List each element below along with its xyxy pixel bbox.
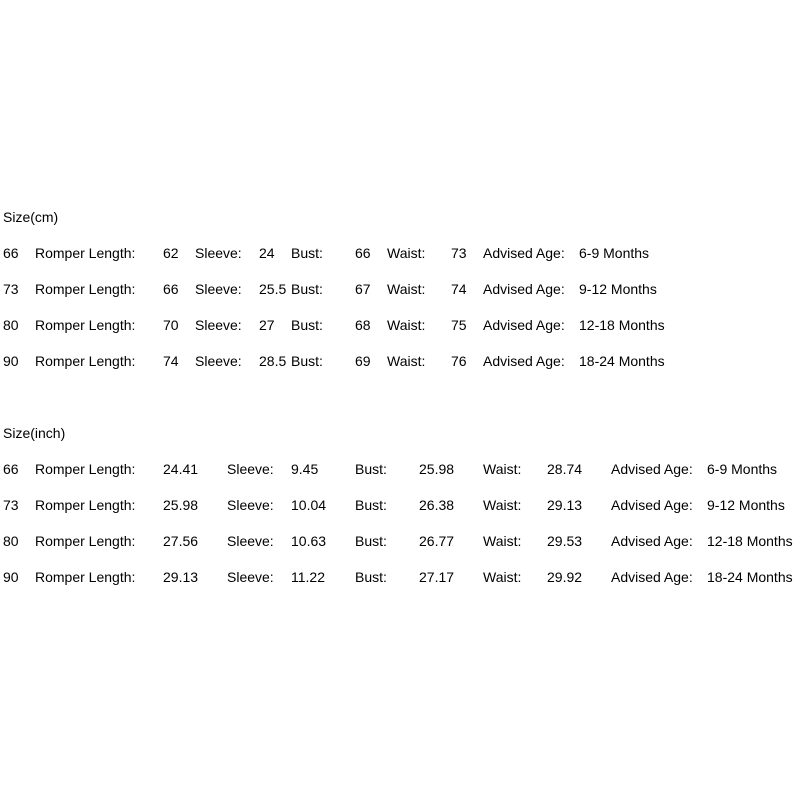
size-row [3, 460, 778, 478]
sleeve-value: 9.45 [291, 461, 319, 477]
advised-age-label: Advised Age: [483, 353, 565, 369]
size-row [3, 496, 785, 514]
bust-value: 26.77 [419, 533, 455, 549]
romper-length-label: Romper Length: [35, 353, 136, 369]
size-row [3, 244, 650, 262]
waist-value: 28.74 [547, 461, 583, 477]
advised-age-label: Advised Age: [611, 461, 693, 477]
romper-length-value: 29.13 [163, 569, 199, 585]
section-heading-cm: Size(cm) [3, 209, 59, 225]
waist-value: 74 [451, 281, 467, 297]
bust-value: 66 [355, 245, 371, 261]
sleeve-value: 25.5 [259, 281, 287, 297]
romper-length-value: 70 [163, 317, 179, 333]
size-value: 66 [3, 245, 19, 261]
size-value: 80 [3, 533, 19, 549]
size-value: 90 [3, 353, 19, 369]
waist-label: Waist: [387, 317, 426, 333]
waist-label: Waist: [483, 569, 522, 585]
romper-length-value: 62 [163, 245, 179, 261]
sleeve-label: Sleeve: [227, 533, 274, 549]
waist-label: Waist: [483, 533, 522, 549]
advised-age-value: 6-9 Months [579, 245, 650, 261]
romper-length-label: Romper Length: [35, 461, 136, 477]
waist-value: 76 [451, 353, 467, 369]
bust-label: Bust: [355, 569, 387, 585]
bust-value: 69 [355, 353, 371, 369]
advised-age-label: Advised Age: [483, 245, 565, 261]
bust-value: 67 [355, 281, 371, 297]
sleeve-value: 11.22 [291, 569, 325, 585]
size-row [3, 316, 665, 334]
advised-age-value: 9-12 Months [579, 281, 657, 297]
advised-age-value: 12-18 Months [707, 533, 793, 549]
sleeve-value: 24 [259, 245, 275, 261]
size-row [3, 568, 793, 586]
advised-age-label: Advised Age: [483, 281, 565, 297]
bust-value: 26.38 [419, 497, 455, 513]
waist-label: Waist: [483, 461, 522, 477]
bust-value: 27.17 [419, 569, 455, 585]
bust-value: 25.98 [419, 461, 455, 477]
bust-label: Bust: [291, 281, 323, 297]
advised-age-label: Advised Age: [483, 317, 565, 333]
advised-age-value: 6-9 Months [707, 461, 778, 477]
waist-label: Waist: [387, 245, 426, 261]
romper-length-label: Romper Length: [35, 317, 136, 333]
sleeve-value: 27 [259, 317, 275, 333]
waist-value: 73 [451, 245, 467, 261]
bust-value: 68 [355, 317, 371, 333]
bust-label: Bust: [355, 461, 387, 477]
size-chart-cm [3, 208, 665, 370]
waist-value: 29.92 [547, 569, 583, 585]
advised-age-value: 18-24 Months [579, 353, 665, 369]
bust-label: Bust: [291, 353, 323, 369]
advised-age-label: Advised Age: [611, 497, 693, 513]
size-value: 73 [3, 281, 19, 297]
sleeve-value: 10.63 [291, 533, 327, 549]
bust-label: Bust: [291, 245, 323, 261]
sleeve-value: 28.5 [259, 353, 287, 369]
waist-label: Waist: [387, 353, 426, 369]
sleeve-label: Sleeve: [227, 497, 274, 513]
romper-length-value: 66 [163, 281, 179, 297]
size-rows-inch [3, 460, 793, 586]
sleeve-label: Sleeve: [195, 353, 242, 369]
waist-label: Waist: [387, 281, 426, 297]
bust-label: Bust: [355, 533, 387, 549]
sleeve-label: Sleeve: [227, 461, 274, 477]
size-value: 90 [3, 569, 19, 585]
romper-length-value: 74 [163, 353, 179, 369]
bust-label: Bust: [355, 497, 387, 513]
waist-label: Waist: [483, 497, 522, 513]
size-row [3, 280, 657, 298]
romper-length-label: Romper Length: [35, 281, 136, 297]
sleeve-label: Sleeve: [195, 317, 242, 333]
sleeve-label: Sleeve: [195, 245, 242, 261]
advised-age-value: 18-24 Months [707, 569, 793, 585]
advised-age-value: 12-18 Months [579, 317, 665, 333]
size-row [3, 352, 665, 370]
romper-length-label: Romper Length: [35, 533, 136, 549]
advised-age-value: 9-12 Months [707, 497, 785, 513]
size-value: 66 [3, 461, 19, 477]
advised-age-label: Advised Age: [611, 569, 693, 585]
bust-label: Bust: [291, 317, 323, 333]
romper-length-value: 25.98 [163, 497, 199, 513]
romper-length-value: 27.56 [163, 533, 199, 549]
size-value: 80 [3, 317, 19, 333]
size-chart-inch [3, 424, 793, 586]
romper-length-label: Romper Length: [35, 569, 136, 585]
sleeve-label: Sleeve: [195, 281, 242, 297]
romper-length-label: Romper Length: [35, 497, 136, 513]
section-heading-inch: Size(inch) [3, 425, 66, 441]
sleeve-label: Sleeve: [227, 569, 274, 585]
size-value: 73 [3, 497, 19, 513]
romper-length-label: Romper Length: [35, 245, 136, 261]
romper-length-value: 24.41 [163, 461, 199, 477]
sleeve-value: 10.04 [291, 497, 327, 513]
waist-value: 29.53 [547, 533, 583, 549]
waist-value: 29.13 [547, 497, 583, 513]
size-row [3, 532, 793, 550]
waist-value: 75 [451, 317, 467, 333]
advised-age-label: Advised Age: [611, 533, 693, 549]
size-rows-cm [3, 244, 665, 370]
